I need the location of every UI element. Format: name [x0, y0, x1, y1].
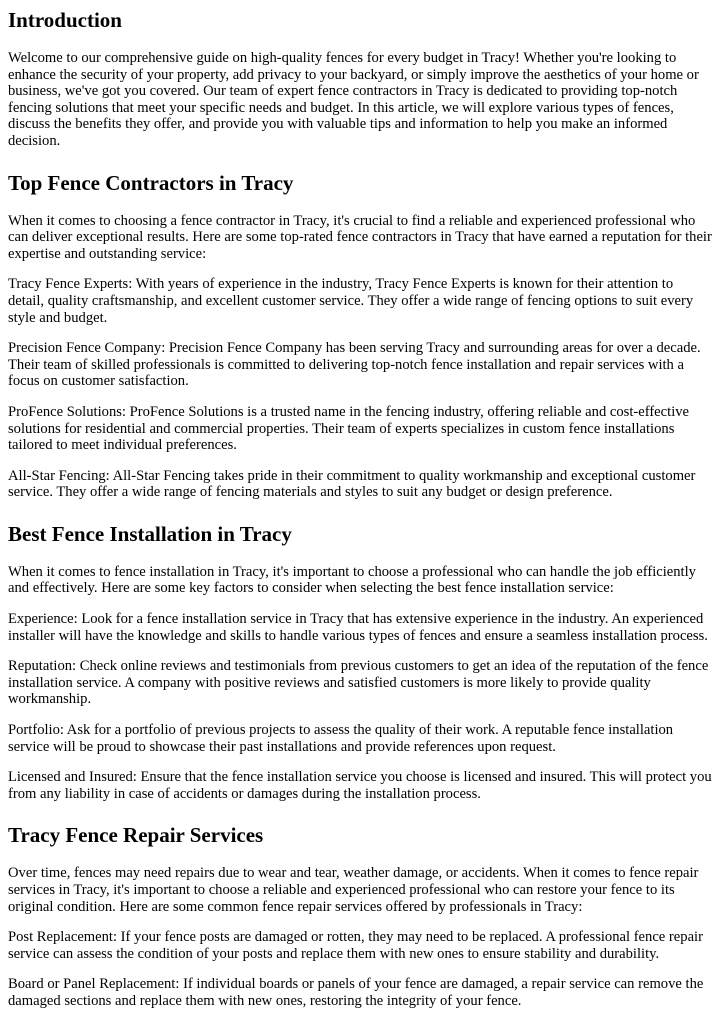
section-heading: Tracy Fence Repair Services [8, 823, 264, 848]
paragraph: Welcome to our comprehensive guide on high-quality fences for every budget in Tracy! Whether you're looking to enhance the security of your property, add privacy to your backyard, or simply improve the aesthetics of your home or business, we've got you covered. Our team of expert fence contractors in Tracy is dedicated to providing top-notch fencing solutions that meet your specific needs and budget. In this article, we will explore various types of fences, discuss the benefits they offer, and provide you with valuable tips and information to help you make an informed decision. [8, 50, 699, 149]
section-heading: Introduction [8, 8, 122, 32]
paragraph: All-Star Fencing: All-Star Fencing takes pride in their commitment to quality workmanship and exceptional customer service. They offer a wide range of fencing materials and styles to suit any budget or design preference. [8, 467, 696, 501]
paragraph: Portfolio: Ask for a portfolio of previous projects to assess the quality of their work. A reputable fence installation service will be proud to showcase their past installations and provide references upon request. [8, 722, 674, 755]
paragraph: Licensed and Insured: Ensure that the fence installation service you choose is licensed and insured. This will protect you from any liability in case of accidents or damages during the installation process. [8, 769, 712, 802]
paragraph: ProFence Solutions: ProFence Solutions is a trusted name in the fencing industry, offering reliable and cost-effective solutions for residential and commercial properties. Their team of experts specializes in custom fence installations tailored to meet individual preferences. [8, 403, 690, 454]
paragraph: Tracy Fence Experts: With years of experience in the industry, Tracy Fence Experts is known for their attention to detail, quality craftsmanship, and excellent customer service. They offer a wide range of fencing options to suit every style and budget. [8, 276, 694, 326]
document-page [0, 7, 720, 1010]
section-heading: Best Fence Installation in Tracy [8, 521, 292, 546]
paragraph: Precision Fence Company: Precision Fence Company has been serving Tracy and surrounding areas for over a decade. Their team of skilled professionals is committed to delivering top-notch fence installation and repair services with a focus on customer satisfaction. [8, 340, 701, 390]
paragraph: When it comes to choosing a fence contractor in Tracy, it's crucial to find a reliable and experienced professional who can deliver exceptional results. Here are some top-rated fence contractors in Tracy that have earned a reputation for their expertise and outstanding service: [8, 212, 712, 262]
paragraph: Reputation: Check online reviews and testimonials from previous customers to get an idea of the reputation of the fence installation service. A company with positive reviews and satisfied customers is more likely to provide quality workmanship. [8, 658, 709, 708]
paragraph: Over time, fences may need repairs due to wear and tear, weather damage, or accidents. When it comes to fence repair services in Tracy, it's important to choose a reliable and experienced professional who can restore your fence to its original condition. Here are some common fence repair services offered by professionals in Tracy: [8, 865, 699, 915]
section-heading: Top Fence Contractors in Tracy [8, 170, 294, 195]
section-top-contractors [8, 170, 712, 501]
paragraph: Board or Panel Replacement: If individual boards or panels of your fence are damaged, a repair service can remove the damaged sections and replace them with new ones, restoring the integrity of your fence. [8, 976, 704, 1009]
paragraph: When it comes to fence installation in Tracy, it's important to choose a professional who can handle the job efficiently and effectively. Here are some key factors to consider when selecting the best fence installation service: [8, 563, 696, 597]
paragraph: Experience: Look for a fence installation service in Tracy that has extensive experience in the industry. An experienced installer will have the knowledge and skills to handle various types of fences and ensure a seamless installation process. [8, 611, 708, 644]
section-repair-services [8, 822, 712, 1009]
section-introduction [8, 7, 712, 150]
paragraph: Post Replacement: If your fence posts are damaged or rotten, they may need to be replaced. A professional fence repair service can assess the condition of your posts and replace them with new ones to ensure stability and durability. [8, 929, 703, 962]
section-best-installation [8, 521, 712, 803]
